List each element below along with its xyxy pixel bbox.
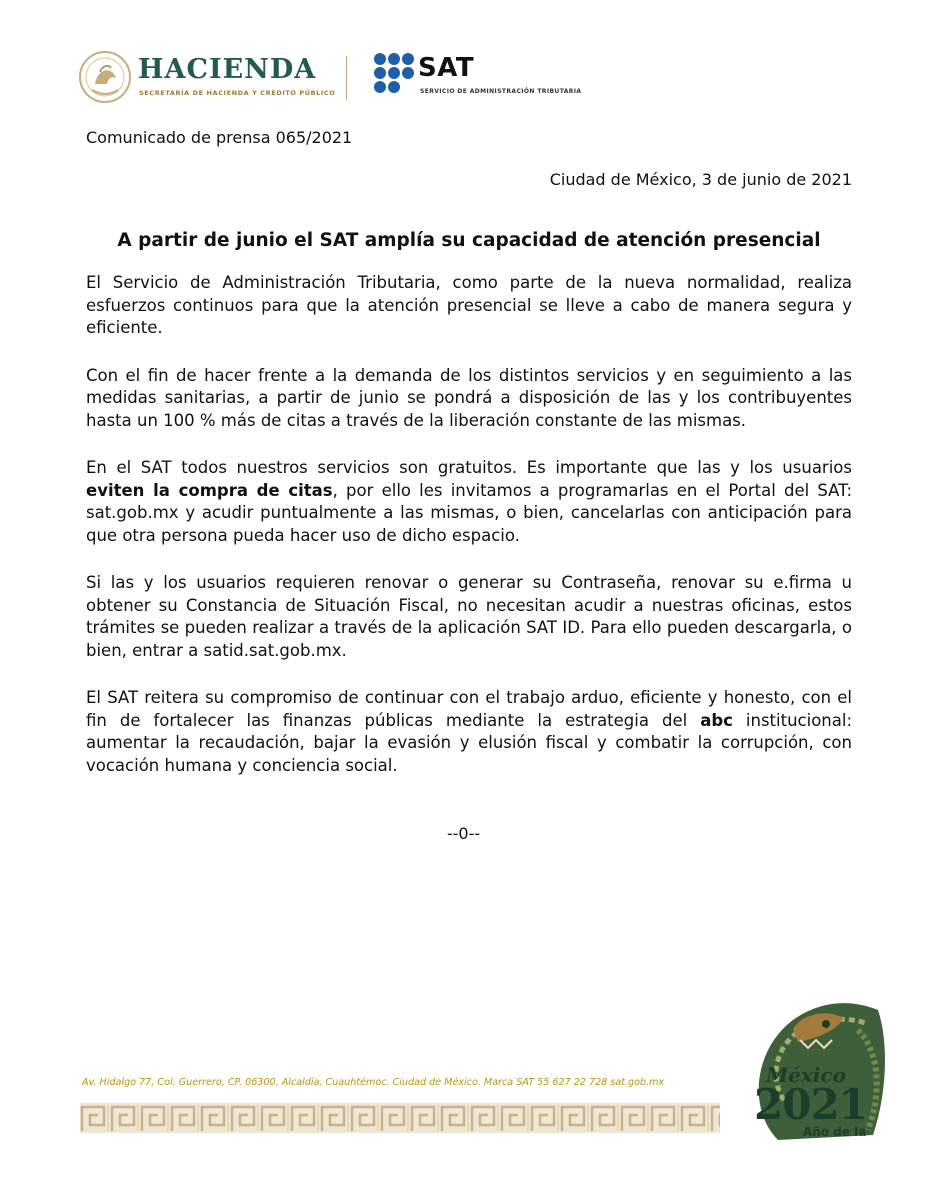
footer-address: Av. Hidalgo 77, Col. Guerrero, CP. 06300, Alcaldía, Cuauhtémoc. Ciudad de México. Marca SAT 55 627 22 728 sat.gob.mx (82, 1077, 665, 1088)
paragraph-3-text-b: , por ello les invitamos a programarlas en el Portal del SAT: sat.gob.mx y acudir puntualmente a las mismas, o bien, cancelarlas con anticipación para que otra persona pueda hacer uso de dicho espacio. (86, 480, 852, 545)
paragraph-5 (86, 687, 852, 777)
press-release-body (86, 272, 852, 802)
paragraph-5-text-b: institucional: aumentar la recaudación, bajar la evasión y elusión fiscal y combatir la corrupción, con vocación humana y conciencia social. (86, 710, 853, 775)
paragraph-5-emphasis: abc (700, 710, 733, 730)
hacienda-subtitle: SECRETARÍA DE HACIENDA Y CRÉDITO PÚBLICO (139, 89, 336, 97)
paragraph-3-emphasis: eviten la compra de citas (86, 480, 333, 500)
emblem-year: 2021 (754, 1080, 867, 1129)
emblem-mexico-label: México (766, 1063, 846, 1087)
header-divider (346, 56, 347, 100)
dateline: Ciudad de México, 3 de junio de 2021 (549, 170, 852, 189)
emblem-subtitle: Año de la (803, 1125, 867, 1139)
hacienda-title: HACIENDA (138, 54, 317, 85)
paragraph-5-text-a: El SAT reitera su compromiso de continuar con el trabajo arduo, eficiente y honesto, con el fin de fortalecer las finanzas públicas mediante la estrategia del (86, 688, 852, 730)
paragraph-3 (86, 457, 852, 547)
paragraph-2: Con el fin de hacer frente a la demanda de los distintos servicios y en seguimiento a las medidas sanitarias, a partir de junio se pondrá a disposición de las y los contribuyentes hasta un 100 % más de citas a través de la liberación constante de las mismas. (86, 365, 852, 430)
mexico-seal-icon (78, 48, 132, 106)
closing-mark: --0-- (446, 824, 481, 843)
sat-title: SAT (418, 53, 475, 83)
press-release-title: A partir de junio el SAT amplía su capacidad de atención presencial (117, 230, 821, 251)
paragraph-4: Si las y los usuarios requieren renovar o generar su Contraseña, renovar su e.firma u obtener su Constancia de Situación Fiscal, no necesitan acudir a nuestras oficinas, estos trámites se pueden realizar a través de la aplicación SAT ID. Para ello pueden descargarla, o bien, entrar a satid.sat.gob.mx. (86, 573, 852, 660)
press-release-number: Comunicado de prensa 065/2021 (86, 128, 353, 147)
sat-dots-logo-icon (373, 52, 415, 94)
sat-subtitle: SERVICIO DE ADMINISTRACIÓN TRIBUTARIA (420, 88, 582, 95)
greca-pattern-icon (80, 1103, 720, 1133)
paragraph-3-text-a: En el SAT todos nuestros servicios son gratuitos. Es importante que las y los usuarios (86, 458, 852, 477)
letterhead (78, 40, 598, 110)
paragraph-1: El Servicio de Administración Tributaria, como parte de la nueva normalidad, realiza esfuerzos continuos para que la atención presencial se lleve a cabo de manera segura y eficiente. (86, 273, 852, 337)
